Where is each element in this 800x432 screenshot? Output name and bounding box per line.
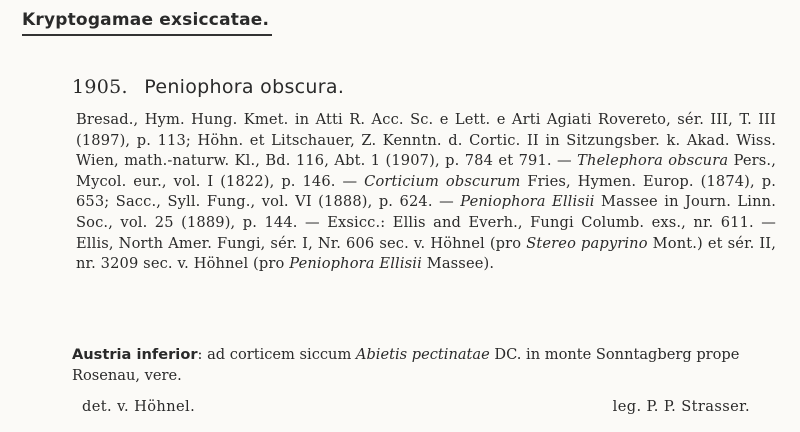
synonym-name: Peniophora Ellisii <box>460 193 595 211</box>
citation-paragraph <box>76 110 776 275</box>
citation-text: Bresad., Hym. Hung. Kmet. in Atti R. Acc. Sc. e Lett. e Arti Agiati Rovereto, sér. III, T. III (1897), p. 113; Höhn. et Litschauer, Z. Kenntn. d. Cortic. II in Sitzungsber. k. Akad. Wiss. Wien, math.-naturw. Kl., Bd. 116, Abt. 1 (1907), p. 784 et 791. — <box>76 111 776 170</box>
synonym-name: Corticium obscurum <box>364 172 521 190</box>
host-name: Abietis pectinatae <box>355 346 490 363</box>
region-label: Austria inferior <box>72 346 198 363</box>
habitat-paragraph <box>72 345 772 386</box>
series-header: Kryptogamae exsiccatae. <box>22 10 272 36</box>
citation-text: Massee). <box>421 255 495 273</box>
entry-number: 1905. <box>72 76 128 98</box>
citation-text: Massee in Journ. Linn. Soc., vol. 25 (1889), p. 144. — Exsicc.: Ellis and Everh., Fungi Columb. exs., nr. 611. — Ellis, North Amer. Fungi, sér. I, Nr. 606 sec. v. Höhnel (pro <box>76 193 776 252</box>
species-name: Peniophora obscura. <box>144 76 345 98</box>
habitat-text: : ad corticem siccum <box>197 346 356 363</box>
habitat-text: DC. in monte Sonntagberg prope Rosenau, vere. <box>72 346 740 384</box>
citation-text: Pers., Mycol. eur., vol. I (1822), p. 146. — <box>76 152 777 190</box>
synonym-name: Peniophora Ellisii <box>289 255 422 273</box>
synonym-name: Stereo papyrino <box>526 234 648 252</box>
entry-title <box>72 76 344 98</box>
citation-text: Fries, Hymen. Europ. (1874), p. 653; Sacc., Syll. Fung., vol. VI (1888), p. 624. — <box>76 172 776 211</box>
citation-text: Mont.) et sér. II, nr. 3209 sec. v. Höhnel (pro <box>76 234 777 273</box>
determiner: det. v. Höhnel. <box>82 398 196 415</box>
collector: leg. P. P. Strasser. <box>612 398 750 415</box>
synonym-name: Thelephora obscura <box>577 152 729 170</box>
